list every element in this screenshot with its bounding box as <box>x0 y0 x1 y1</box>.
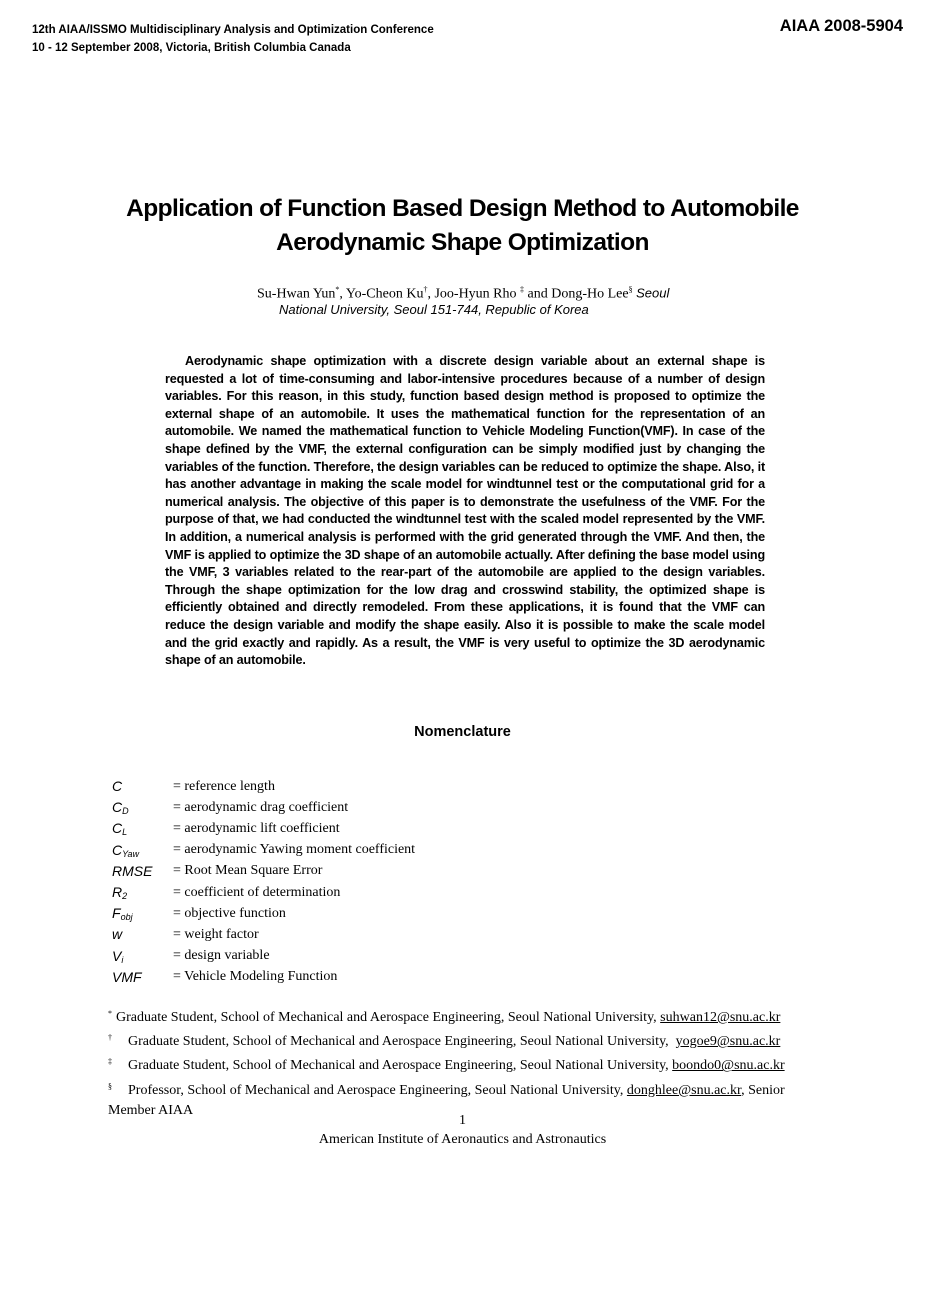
nomenclature-symbol: $F_{obj}$ <box>112 905 133 923</box>
nomenclature-definition: = aerodynamic lift coefficient <box>173 820 340 836</box>
page-footer: American Institute of Aeronautics and Astronautics <box>318 1132 607 1147</box>
footnote <box>108 1052 820 1076</box>
author-3: Joo-Hyun Rho <box>434 286 517 302</box>
page-number: 1 <box>459 1113 466 1128</box>
nomenclature-symbol: $C_L$ <box>112 820 128 838</box>
affiliation: National University, Seoul 151-744, Republic of Korea <box>279 302 589 317</box>
nomenclature-row <box>112 797 415 818</box>
conference-dates: 10 - 12 September 2008, Victoria, British Columbia Canada <box>32 42 351 54</box>
footnote-mark: § <box>108 1081 112 1091</box>
nomenclature-symbol: VMF <box>112 968 142 985</box>
footnote <box>108 1028 820 1052</box>
nomenclature-definition: = Vehicle Modeling Function <box>173 969 338 985</box>
nomenclature-row <box>112 861 415 882</box>
author-1-mark: * <box>335 285 340 294</box>
paper-id: AIAA 2008-5904 <box>779 17 903 35</box>
footnote-mark: * <box>108 1009 112 1018</box>
footnotes <box>108 1004 820 1121</box>
email-link[interactable]: donghlee@snu.ac.kr <box>626 1082 742 1098</box>
footnote <box>108 1004 820 1028</box>
nomenclature-row <box>112 967 415 988</box>
nomenclature-definition: = coefficient of determination <box>173 884 341 900</box>
nomenclature-symbol: C <box>112 778 123 795</box>
nomenclature-definition: = Root Mean Square Error <box>173 863 323 879</box>
nomenclature-row <box>112 903 415 924</box>
nomenclature-symbol: w <box>112 926 123 943</box>
footnote-mark: ‡ <box>108 1057 112 1067</box>
nomenclature-row <box>112 946 415 967</box>
paper-title <box>0 192 925 260</box>
nomenclature-definition: = aerodynamic drag coefficient <box>173 799 349 815</box>
abstract: Aerodynamic shape optimization with a discrete design variable about an external shape is requested a lot of time-consuming and labor-intensive procedures because of a number of design variables. For this reason, in this study, function based design method is proposed to optimize the external shape of an automobile. It uses the mathematical function for the representation of an automobile. We named the mathematical function to Vehicle Modeling Function(VMF). In case of the shape defined by the VMF, the external configuration can be simply modified just by changing the variables of the function. Therefore, the design variables can be reduced to optimize the shape. Also, it has another advantage in making the scale model for windtunnel test or the computational grid for a numerical analysis. The objective of this paper is to demonstrate the usefulness of the VMF. For the purpose of that, we had conducted the windtunnel test with the scaled model represented by the VMF. In addition, a numerical analysis is performed with the grid generated through the VMF. And then, the VMF is applied to optimize the 3D shape of an automobile actually. After defining the base model using the VMF, 3 variables related to the rear-part of the automobile are applied to the design variables. Through the shape optimization for the low drag and crosswind stability, the optimized shape is efficiently obtained and directly remodeled. From these applications, it is found that the VMF can reduce the design variable and modify the shape easily. Also it is possible to make the scale model and the grid exactly and rapidly. As a result, the VMF is very useful to optimize the 3D aerodynamic shape of an automobile. <box>165 354 765 668</box>
nomenclature-symbol: $C_{Yaw}$ <box>112 841 139 859</box>
author-2-mark: † <box>423 285 428 294</box>
conference-name: 12th AIAA/ISSMO Multidisciplinary Analysis and Optimization Conference <box>32 24 434 36</box>
email-link[interactable]: suhwan12@snu.ac.kr <box>660 1010 781 1025</box>
nomenclature-symbol: $R_2$ <box>112 884 128 902</box>
nomenclature-row <box>112 882 415 903</box>
email-link[interactable]: boondo0@snu.ac.kr <box>672 1058 785 1074</box>
nomenclature-definition: = aerodynamic Yawing moment coefficient <box>173 842 416 858</box>
nomenclature-symbol: RMSE <box>112 862 153 879</box>
nomenclature-row <box>112 818 415 839</box>
author-4-mark: § <box>628 285 633 294</box>
nomenclature-symbol: $V_i$ <box>112 947 124 965</box>
nomenclature-row <box>112 924 415 945</box>
footnote-text: Graduate Student, School of Mechanical and Aerospace Engineering, Seoul National University, <box>128 1058 669 1074</box>
footnote-text: Graduate Student, School of Mechanical and Aerospace Engineering, Seoul National University, <box>128 1034 669 1050</box>
nomenclature-definition: = design variable <box>173 948 270 964</box>
author-list: Su-Hwan Yun*, Yo-Cheon Ku†, Joo-Hyun Rho ‡ and Dong-Ho Lee§ Seoul <box>257 285 670 302</box>
nomenclature-definition: = reference length <box>173 778 275 794</box>
footnote-text: Professor, School of Mechanical and Aerospace Engineering, Seoul National University, <box>128 1082 624 1098</box>
author-4: and Dong-Ho Lee <box>527 286 629 302</box>
affiliation-start: Seoul <box>636 285 670 301</box>
footnote-text: Graduate Student, School of Mechanical and Aerospace Engineering, Seoul National University, <box>116 1010 657 1025</box>
nomenclature-definition: = objective function <box>173 905 286 921</box>
email-link[interactable]: yogoe9@snu.ac.kr <box>675 1034 781 1050</box>
footnote-continuation: Member AIAA <box>108 1102 194 1118</box>
title-line-1: Application of Function Based Design Method to Automobile <box>126 195 799 222</box>
nomenclature-symbol: $C_D$ <box>112 799 129 817</box>
nomenclature-heading: Nomenclature <box>414 724 511 740</box>
conference-header <box>32 21 434 57</box>
author-1: Su-Hwan Yun <box>257 286 336 302</box>
footnote: § Professor, School of Mechanical and Aerospace Engineering, Seoul National University, donghlee@snu.ac.kr, Senior <box>108 1077 820 1101</box>
nomenclature-table <box>112 776 415 988</box>
nomenclature-row <box>112 776 415 797</box>
author-3-mark: ‡ <box>520 285 525 294</box>
footnote-mark: † <box>108 1033 112 1043</box>
nomenclature-definition: = weight factor <box>173 926 259 942</box>
title-line-2: Aerodynamic Shape Optimization <box>276 229 649 256</box>
nomenclature-row <box>112 840 415 861</box>
author-2: Yo-Cheon Ku <box>345 286 424 302</box>
